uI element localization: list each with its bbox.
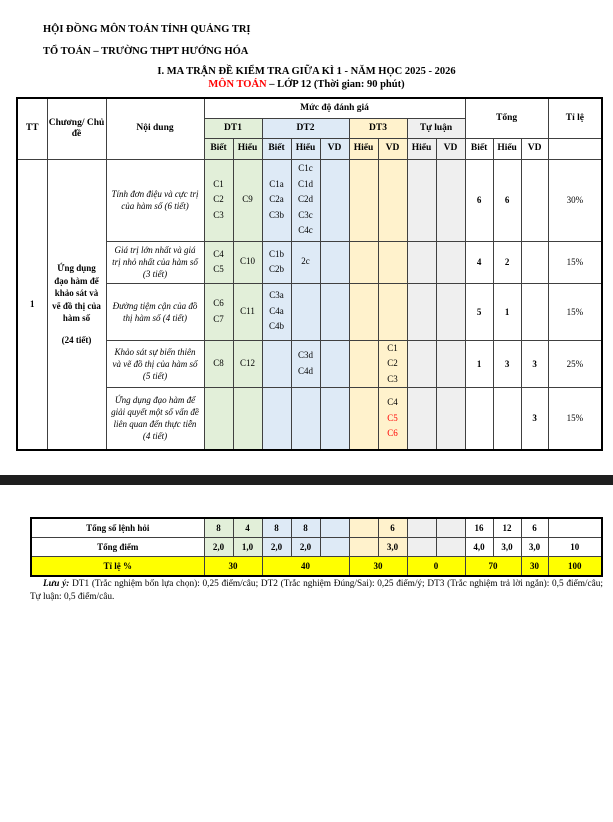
matrix-table — [16, 97, 603, 451]
sub-header-tong-hieu: Hiểu — [493, 138, 521, 159]
cell-dt3-vd — [378, 241, 407, 283]
committee-line: HỘI ĐỒNG MÔN TOÁN TỈNH QUẢNG TRỊ — [43, 24, 251, 35]
cell-dt3-hieu — [349, 283, 378, 340]
cell-dt2-vd — [320, 159, 349, 241]
document-subtitle — [0, 79, 613, 90]
sub-header-tong-vd: VD — [521, 138, 548, 159]
cell-tl-hieu — [407, 340, 436, 388]
cell-dt1-biet: C1 C2 C3 — [204, 159, 233, 241]
cell-dt3-vd — [378, 283, 407, 340]
sum-dt3-hieu — [349, 537, 378, 556]
sub-header-dt1-biet: Biết — [204, 138, 233, 159]
cell-tl-vd — [436, 283, 465, 340]
sub-header-tl-hieu: Hiểu — [407, 138, 436, 159]
sum-dt2-biet: 8 — [262, 518, 291, 537]
sum-ratio — [548, 518, 602, 537]
cell-ratio: 30% — [548, 159, 602, 241]
cell-dt2-vd — [320, 340, 349, 388]
cell-tl-hieu — [407, 283, 436, 340]
cell-dt2-hieu: C1c C1d C2d C3c C4c — [291, 159, 320, 241]
sum-tong-biet: 16 — [465, 518, 493, 537]
cell-tl-hieu — [407, 388, 436, 450]
sub-header-ratio-empty — [548, 138, 602, 159]
col-header-ratio: Tỉ lệ — [548, 98, 602, 138]
cell-dt1-biet: C4 C5 — [204, 241, 233, 283]
cell-dt1-biet: C8 — [204, 340, 233, 388]
cell-dt2-hieu — [291, 283, 320, 340]
cell-dt2-biet: C3a C4a C4b — [262, 283, 291, 340]
cell-tong-hieu: 3 — [493, 340, 521, 388]
cell-dt2-hieu — [291, 388, 320, 450]
footnote — [30, 578, 603, 603]
col-header-tt: TT — [17, 98, 47, 159]
cell-dt3-vd — [378, 159, 407, 241]
cell-tong-hieu — [493, 388, 521, 450]
cell-dt3-hieu — [349, 241, 378, 283]
cell-dt2-biet — [262, 388, 291, 450]
content-cell: Tính đơn điệu và cực trị của hàm số (6 tiết) — [106, 159, 204, 241]
content-cell: Giá trị lớn nhất và giá trị nhỏ nhất của hàm số (3 tiết) — [106, 241, 204, 283]
chapter-name: Ứng dụng đạo hàm để khảo sát và vẽ đồ thị của hàm số — [52, 263, 101, 323]
pct-tl: 0 — [407, 556, 465, 576]
sum-ratio: 10 — [548, 537, 602, 556]
cell-tong-vd: 3 — [521, 340, 548, 388]
cell-tl-hieu — [407, 159, 436, 241]
col-header-content: Nội dung — [106, 98, 204, 159]
cell-dt2-vd — [320, 283, 349, 340]
cell-dt3-hieu — [349, 388, 378, 450]
group-header-dt3: DT3 — [349, 118, 407, 138]
cell-dt2-biet: C1b C2b — [262, 241, 291, 283]
col-header-total: Tổng — [465, 98, 548, 138]
sum-tong-vd: 6 — [521, 518, 548, 537]
cell-tong-vd — [521, 283, 548, 340]
content-cell: Ứng dụng đạo hàm để giải quyết một số vấn đề liên quan đến thực tiễn (4 tiết) — [106, 388, 204, 450]
cell-dt2-biet: C1a C2a C3b — [262, 159, 291, 241]
sum-tong-hieu: 12 — [493, 518, 521, 537]
cell-tong-vd — [521, 241, 548, 283]
cell-dt2-biet — [262, 340, 291, 388]
summary-table — [30, 517, 603, 577]
sum-tl-hieu — [407, 537, 436, 556]
school-line: TỔ TOÁN – TRƯỜNG THPT HƯỚNG HÓA — [43, 46, 249, 57]
tt-value: 1 — [17, 159, 47, 450]
cell-dt2-vd — [320, 241, 349, 283]
sub-header-dt3-vd: VD — [378, 138, 407, 159]
cell-dt1-hieu: C10 — [233, 241, 262, 283]
sum-dt1-biet: 8 — [204, 518, 233, 537]
cell-tl-vd — [436, 340, 465, 388]
summary-row-label: Tổng số lệnh hỏi — [31, 518, 204, 537]
sub-header-dt2-hieu: Hiểu — [291, 138, 320, 159]
content-cell: Khảo sát sự biến thiên và vẽ đồ thị của hàm số (5 tiết) — [106, 340, 204, 388]
cell-tong-biet: 6 — [465, 159, 493, 241]
cell-tong-biet — [465, 388, 493, 450]
cell-tl-vd — [436, 241, 465, 283]
cell-dt1-hieu: C9 — [233, 159, 262, 241]
sum-tl-vd — [436, 537, 465, 556]
cell-dt3-hieu — [349, 159, 378, 241]
pct-dt3: 30 — [349, 556, 407, 576]
cell-dt3-vd: C4 C5 C6 — [378, 388, 407, 450]
cell-tl-vd — [436, 159, 465, 241]
cell-dt2-vd — [320, 388, 349, 450]
sum-tong-biet: 4,0 — [465, 537, 493, 556]
cell-ratio: 25% — [548, 340, 602, 388]
cell-dt3-hieu — [349, 340, 378, 388]
sum-dt2-hieu: 2,0 — [291, 537, 320, 556]
cell-ratio: 15% — [548, 241, 602, 283]
pct-tong-biet-hieu: 70 — [465, 556, 521, 576]
sub-header-dt2-biet: Biết — [262, 138, 291, 159]
cell-tong-vd: 3 — [521, 388, 548, 450]
group-header-dt1: DT1 — [204, 118, 262, 138]
sub-header-dt2-vd: VD — [320, 138, 349, 159]
sub-header-tl-vd: VD — [436, 138, 465, 159]
sum-dt2-hieu: 8 — [291, 518, 320, 537]
cell-ratio: 15% — [548, 388, 602, 450]
sum-tl-vd — [436, 518, 465, 537]
page-divider-bar — [0, 475, 613, 485]
cell-tl-vd — [436, 388, 465, 450]
sum-dt2-biet: 2,0 — [262, 537, 291, 556]
sum-dt3-vd: 3,0 — [378, 537, 407, 556]
group-header-dt2: DT2 — [262, 118, 349, 138]
cell-ratio: 15% — [548, 283, 602, 340]
cell-dt3-vd: C1 C2 C3 — [378, 340, 407, 388]
summary-row-label: Tỉ lệ % — [31, 556, 204, 576]
pct-dt2: 40 — [262, 556, 349, 576]
subtitle-rest: – LỚP 12 (Thời gian: 90 phút) — [266, 79, 405, 90]
cell-tong-hieu: 6 — [493, 159, 521, 241]
document-title: I. MA TRẬN ĐỀ KIỂM TRA GIỮA KÌ 1 - NĂM HỌC 2025 - 2026 — [157, 66, 456, 77]
chapter-cell — [47, 159, 106, 450]
cell-dt1-biet: C6 C7 — [204, 283, 233, 340]
cell-tong-hieu: 2 — [493, 241, 521, 283]
sum-tl-hieu — [407, 518, 436, 537]
cell-dt1-hieu: C12 — [233, 340, 262, 388]
pct-total: 100 — [548, 556, 602, 576]
cell-dt1-hieu: C11 — [233, 283, 262, 340]
cell-tong-hieu: 1 — [493, 283, 521, 340]
cell-tong-biet: 4 — [465, 241, 493, 283]
cell-dt2-hieu: C3d C4d — [291, 340, 320, 388]
sum-dt3-vd: 6 — [378, 518, 407, 537]
sub-header-dt3-hieu: Hiểu — [349, 138, 378, 159]
pct-tong-vd: 30 — [521, 556, 548, 576]
chapter-hours: (24 tiết) — [61, 334, 92, 345]
cell-dt1-hieu — [233, 388, 262, 450]
summary-row-label: Tổng điểm — [31, 537, 204, 556]
col-header-level: Mức độ đánh giá — [204, 98, 465, 118]
cell-tong-biet: 1 — [465, 340, 493, 388]
sum-dt1-biet: 2,0 — [204, 537, 233, 556]
sum-dt2-vd — [320, 518, 349, 537]
content-cell: Đường tiệm cận của đồ thị hàm số (4 tiết) — [106, 283, 204, 340]
footnote-text: DT1 (Trắc nghiệm bốn lựa chọn): 0,25 điểm/câu; DT2 (Trắc nghiệm Đúng/Sai): 0,25 điểm/ý; DT3 (Trắc nghiệm trả lời ngắn): 0,5 điểm/câu; Tự luận: 0,5 điểm/câu. — [30, 579, 603, 602]
cell-tl-hieu — [407, 241, 436, 283]
cell-tong-biet: 5 — [465, 283, 493, 340]
sub-header-tong-biet: Biết — [465, 138, 493, 159]
sum-dt1-hieu: 1,0 — [233, 537, 262, 556]
pct-dt1: 30 — [204, 556, 262, 576]
subject-name: MÔN TOÁN — [208, 79, 267, 90]
cell-dt2-hieu: 2c — [291, 241, 320, 283]
sum-tong-vd: 3,0 — [521, 537, 548, 556]
sub-header-dt1-hieu: Hiểu — [233, 138, 262, 159]
sum-dt1-hieu: 4 — [233, 518, 262, 537]
sum-dt2-vd — [320, 537, 349, 556]
sum-dt3-hieu — [349, 518, 378, 537]
cell-dt1-biet — [204, 388, 233, 450]
col-header-chapter: Chương/ Chủ đề — [47, 98, 106, 159]
group-header-tu-luan: Tự luận — [407, 118, 465, 138]
sum-tong-hieu: 3,0 — [493, 537, 521, 556]
footnote-label: Lưu ý: — [43, 579, 70, 589]
cell-tong-vd — [521, 159, 548, 241]
